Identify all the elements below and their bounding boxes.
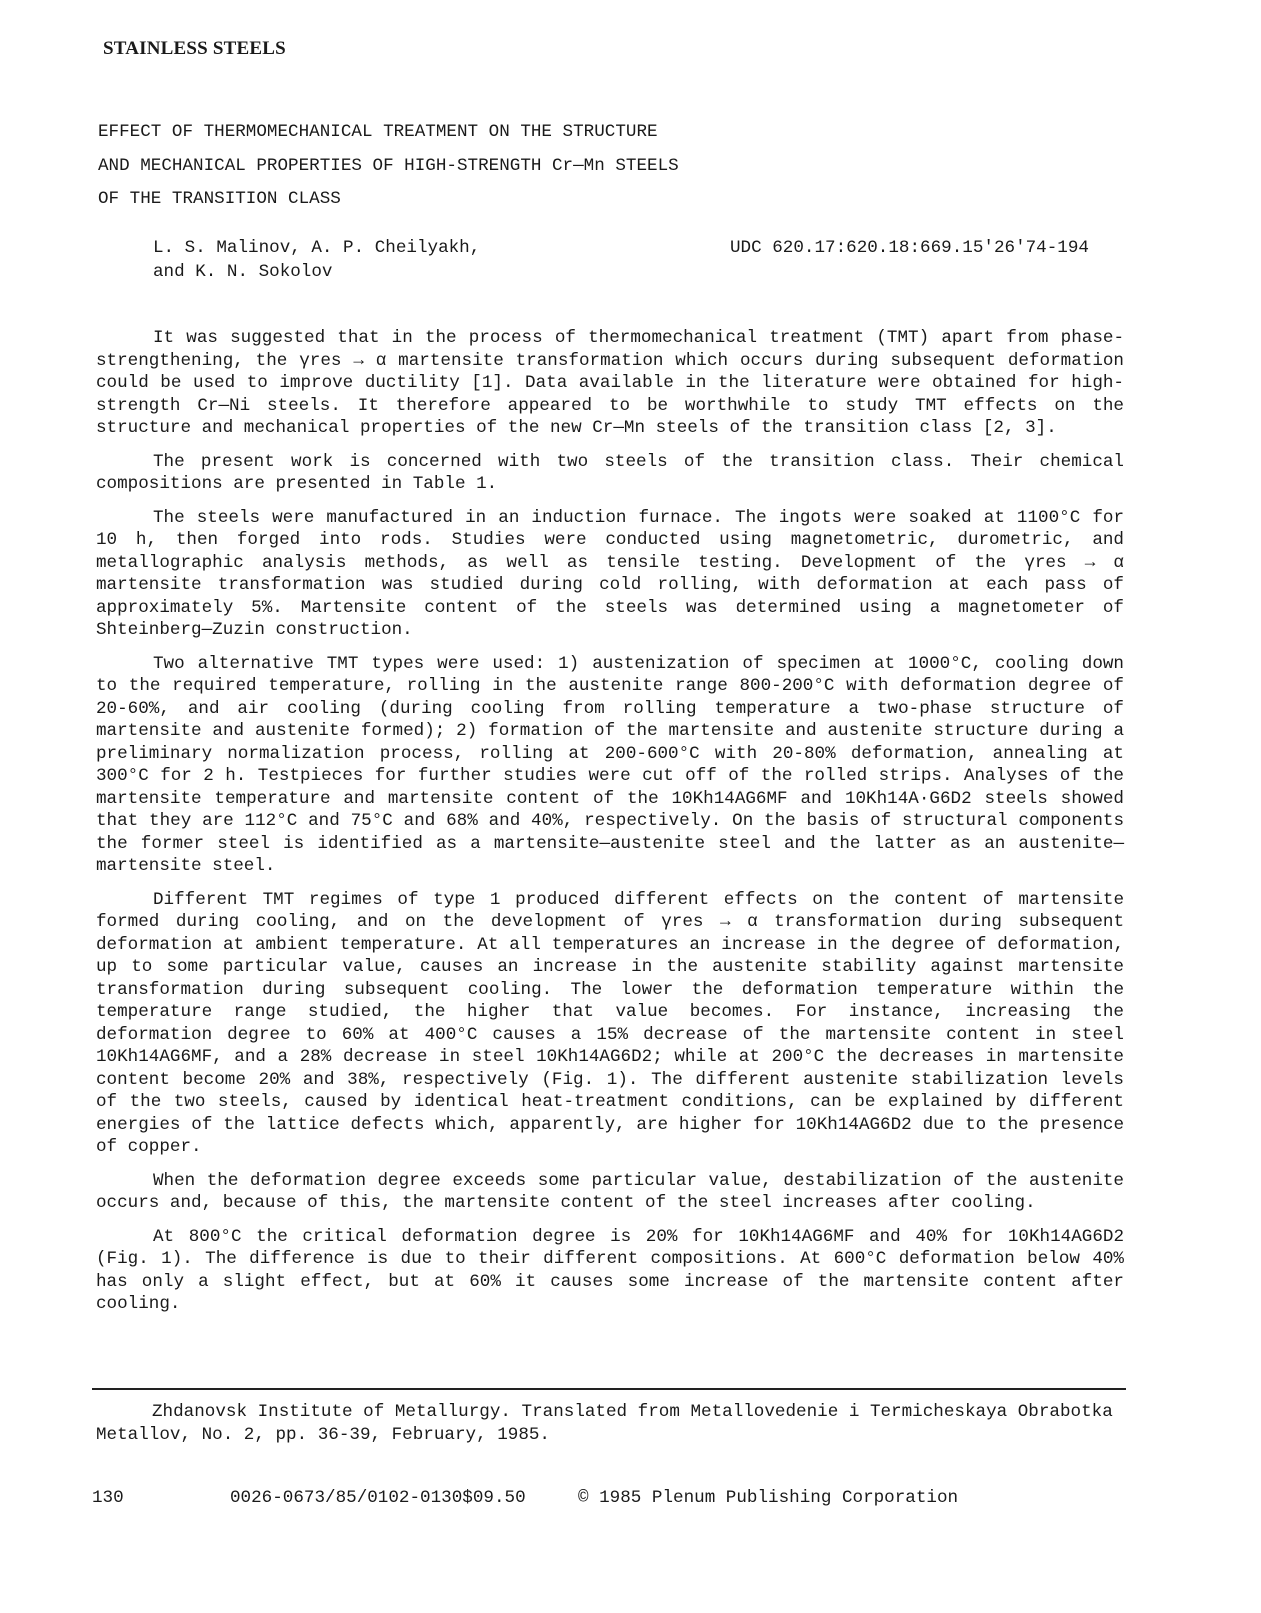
footnote-divider	[92, 1388, 1126, 1390]
author-list	[153, 236, 480, 284]
title-line-3: OF THE TRANSITION CLASS	[98, 189, 341, 209]
body-paragraph-3: The steels were manufactured in an induction furnace. The ingots were soaked at 1100°C for 10 h, then forged into rods. Studies were conducted using magnetometric, durometric, and metallographic analysis methods, as well as tensile testing. Development of the γres → α martensite transformation was studied during cold rolling, with deformation at each pass of approximately 5%. Martensite content of the steels was determined using a magnetometer of Shteinberg—Zuzin construction.	[96, 507, 1124, 640]
title-line-1: EFFECT OF THERMOMECHANICAL TREATMENT ON THE STRUCTURE	[98, 122, 658, 142]
body-paragraph-5: Different TMT regimes of type 1 produced different effects on the content of martensite formed during cooling, and on the development of γres → α transformation during subsequent deformation at ambient temperature. At all temperatures an increase in the degree of deformation, up to some particular value, causes an increase in the austenite stability against martensite transformation during subsequent cooling. The lower the deformation temperature within the temperature range studied, the higher that value becomes. For instance, increasing the deformation degree to 60% at 400°C causes a 15% decrease of the martensite content in steel 10Kh14AG6MF, and a 28% decrease in steel 10Kh14AG6D2; while at 200°C the decreases in martensite content become 20% and 38%, respectively (Fig. 1). The different austenite stabilization levels of the two steels, caused by identical heat-treatment conditions, can be explained by different energies of the lattice defects which, apparently, are higher for 10Kh14AG6D2 due to the presence of copper.	[96, 889, 1124, 1157]
running-head: STAINLESS STEELS	[103, 38, 286, 59]
article-title	[98, 122, 858, 223]
body-paragraph-2: The present work is concerned with two steels of the transition class. Their chemical compositions are presented in Table 1.	[96, 451, 1124, 494]
author-line-2: and K. N. Sokolov	[153, 262, 333, 282]
page-number: 130	[92, 1488, 124, 1508]
udc-code: UDC 620.17:620.18:669.15'26'74-194	[730, 238, 1089, 258]
article-body	[96, 327, 1124, 1327]
body-paragraph-7: At 800°C the critical deformation degree is 20% for 10Kh14AG6MF and 40% for 10Kh14AG6D2 (Fig. 1). The difference is due to their different compositions. At 600°C deformation below 40% has only a slight effect, but at 60% it causes some increase of the martensite content after cooling.	[96, 1226, 1124, 1314]
body-paragraph-6: When the deformation degree exceeds some particular value, destabilization of the austenite occurs and, because of this, the martensite content of the steel increases after cooling.	[96, 1170, 1124, 1213]
footnote	[96, 1401, 1124, 1447]
author-line-1: L. S. Malinov, A. P. Cheilyakh,	[153, 238, 481, 258]
title-line-2: AND MECHANICAL PROPERTIES OF HIGH-STRENGTH Cr—Mn STEELS	[98, 155, 679, 176]
article-code: 0026-0673/85/0102-0130$09.50	[230, 1488, 526, 1508]
body-paragraph-1: It was suggested that in the process of thermomechanical treatment (TMT) apart from phase-strengthening, the γres → α martensite transformation which occurs during subsequent deformation could be used to improve ductility [1]. Data available in the literature were obtained for high-strength Cr—Ni steels. It therefore appeared to be worthwhile to study TMT effects on the structure and mechanical properties of the new Cr—Mn steels of the transition class [2, 3].	[96, 328, 1124, 438]
body-paragraph-4: Two alternative TMT types were used: 1) austenization of specimen at 1000°C, cooling down to the required temperature, rolling in the austenite range 800-200°C with deformation degree of 20-60%, and air cooling (during cooling from rolling temperature a two-phase structure of martensite and austenite formed); 2) formation of the martensite and austenite structure during a preliminary normalization process, rolling at 200-600°C with 20-80% deformation, annealing at 300°C for 2 h. Testpieces for further studies were cut off of the rolled strips. Analyses of the martensite temperature and martensite content of the 10Kh14AG6MF and 10Kh14A·G6D2 steels showed that they are 112°C and 75°C and 68% and 40%, respectively. On the basis of structural components the former steel is identified as a martensite—austenite steel and the latter as an austenite—martensite steel.	[96, 653, 1124, 876]
copyright-notice: © 1985 Plenum Publishing Corporation	[578, 1488, 959, 1508]
footnote-text: Zhdanovsk Institute of Metallurgy. Translated from Metallovedenie i Termicheskaya Obrabotka Metallov, No. 2, pp. 36-39, February, 1985.	[96, 1402, 1113, 1445]
